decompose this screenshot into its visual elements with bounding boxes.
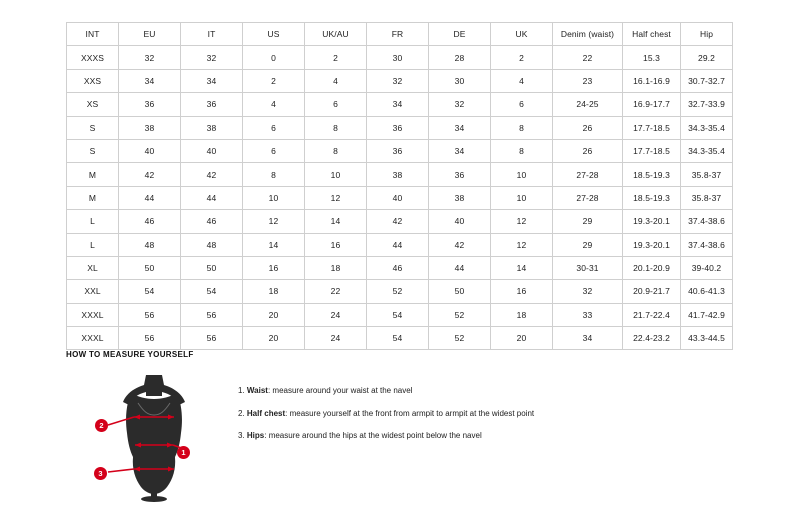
cell-us: 14 [243, 233, 305, 256]
cell-us: 4 [243, 93, 305, 116]
cell-hip: 37.4-38.6 [681, 233, 733, 256]
cell-hip: 35.8-37 [681, 163, 733, 186]
cell-int: XXS [67, 69, 119, 92]
cell-de: 44 [429, 256, 491, 279]
cell-int: L [67, 233, 119, 256]
cell-eu: 56 [119, 327, 181, 350]
instruction-number-1: 1. [238, 386, 245, 395]
cell-uk-au: 6 [305, 93, 367, 116]
table-row [67, 46, 733, 69]
cell-denim-waist: 27-28 [553, 163, 623, 186]
table-body [67, 46, 733, 350]
column-header-uk: UK [491, 23, 553, 46]
cell-de: 32 [429, 93, 491, 116]
how-to-measure-body [66, 373, 746, 503]
cell-fr: 36 [367, 116, 429, 139]
cell-half-chest: 21.7-22.4 [623, 303, 681, 326]
cell-fr: 54 [367, 327, 429, 350]
cell-us: 2 [243, 69, 305, 92]
cell-denim-waist: 29 [553, 233, 623, 256]
cell-de: 50 [429, 280, 491, 303]
cell-uk-au: 24 [305, 327, 367, 350]
cell-eu: 54 [119, 280, 181, 303]
cell-fr: 46 [367, 256, 429, 279]
cell-uk: 20 [491, 327, 553, 350]
cell-hip: 40.6-41.3 [681, 280, 733, 303]
cell-hip: 43.3-44.5 [681, 327, 733, 350]
cell-uk: 6 [491, 93, 553, 116]
cell-fr: 32 [367, 69, 429, 92]
cell-fr: 34 [367, 93, 429, 116]
list-item [238, 386, 534, 396]
table-row [67, 256, 733, 279]
cell-uk: 18 [491, 303, 553, 326]
cell-us: 10 [243, 186, 305, 209]
instruction-number-2: 2. [238, 408, 245, 418]
cell-uk: 14 [491, 256, 553, 279]
table-row [67, 139, 733, 162]
table-row [67, 210, 733, 233]
cell-uk-au: 14 [305, 210, 367, 233]
instruction-text-hips: : measure around the hips at the widest point below the navel [264, 431, 482, 441]
instruction-term-hips: Hips [246, 431, 265, 441]
cell-int: M [67, 163, 119, 186]
cell-hip: 35.8-37 [681, 186, 733, 209]
column-header-us: US [243, 23, 305, 46]
figure-marker-3: 3 [94, 467, 107, 480]
cell-uk: 10 [491, 163, 553, 186]
cell-half-chest: 16.9-17.7 [623, 93, 681, 116]
cell-uk-au: 16 [305, 233, 367, 256]
list-item [238, 431, 534, 441]
instruction-text-half-chest: : measure yourself at the front from armpit to armpit at the widest point [285, 408, 535, 418]
cell-us: 18 [243, 280, 305, 303]
column-header-fr: FR [367, 23, 429, 46]
cell-eu: 42 [119, 163, 181, 186]
cell-it: 56 [181, 303, 243, 326]
cell-half-chest: 22.4-23.2 [623, 327, 681, 350]
cell-uk-au: 4 [305, 69, 367, 92]
cell-half-chest: 18.5-19.3 [623, 163, 681, 186]
instruction-number-3: 3. [238, 431, 245, 441]
cell-fr: 54 [367, 303, 429, 326]
cell-eu: 38 [119, 116, 181, 139]
table-row [67, 233, 733, 256]
cell-it: 34 [181, 69, 243, 92]
cell-uk-au: 12 [305, 186, 367, 209]
how-to-measure-title: HOW TO MEASURE YOURSELF [66, 350, 194, 359]
cell-int: XXL [67, 280, 119, 303]
cell-de: 38 [429, 186, 491, 209]
cell-it: 44 [181, 186, 243, 209]
cell-it: 42 [181, 163, 243, 186]
cell-hip: 29.2 [681, 46, 733, 69]
cell-uk-au: 18 [305, 256, 367, 279]
cell-us: 0 [243, 46, 305, 69]
cell-uk-au: 24 [305, 303, 367, 326]
cell-denim-waist: 26 [553, 139, 623, 162]
cell-fr: 40 [367, 186, 429, 209]
cell-it: 48 [181, 233, 243, 256]
cell-half-chest: 17.7-18.5 [623, 139, 681, 162]
cell-hip: 37.4-38.6 [681, 210, 733, 233]
table-row [67, 116, 733, 139]
cell-int: L [67, 210, 119, 233]
cell-us: 20 [243, 303, 305, 326]
measurement-figure [66, 373, 216, 503]
list-item [238, 409, 534, 419]
cell-eu: 46 [119, 210, 181, 233]
cell-hip: 41.7-42.9 [681, 303, 733, 326]
cell-de: 36 [429, 163, 491, 186]
cell-denim-waist: 27-28 [553, 186, 623, 209]
cell-uk: 12 [491, 233, 553, 256]
table-row [67, 163, 733, 186]
size-chart [66, 22, 732, 350]
figure-marker-1: 1 [177, 446, 190, 459]
cell-half-chest: 20.1-20.9 [623, 256, 681, 279]
column-header-hip: Hip [681, 23, 733, 46]
cell-de: 42 [429, 233, 491, 256]
cell-it: 54 [181, 280, 243, 303]
cell-uk-au: 22 [305, 280, 367, 303]
cell-it: 40 [181, 139, 243, 162]
cell-it: 56 [181, 327, 243, 350]
mannequin-icon [94, 373, 214, 503]
table-header-row [67, 23, 733, 46]
cell-us: 6 [243, 116, 305, 139]
cell-denim-waist: 24-25 [553, 93, 623, 116]
cell-hip: 32.7-33.9 [681, 93, 733, 116]
cell-denim-waist: 33 [553, 303, 623, 326]
figure-marker-2: 2 [95, 419, 108, 432]
column-header-denim-waist: Denim (waist) [553, 23, 623, 46]
cell-eu: 34 [119, 69, 181, 92]
cell-denim-waist: 22 [553, 46, 623, 69]
table-row [67, 327, 733, 350]
cell-uk-au: 8 [305, 139, 367, 162]
column-header-half-chest: Half chest [623, 23, 681, 46]
cell-uk: 8 [491, 116, 553, 139]
column-header-eu: EU [119, 23, 181, 46]
table-row [67, 69, 733, 92]
how-to-measure-section [66, 350, 746, 503]
cell-denim-waist: 23 [553, 69, 623, 92]
cell-de: 40 [429, 210, 491, 233]
cell-denim-waist: 30-31 [553, 256, 623, 279]
table-row [67, 186, 733, 209]
cell-hip: 34.3-35.4 [681, 139, 733, 162]
cell-uk: 8 [491, 139, 553, 162]
cell-half-chest: 19.3-20.1 [623, 210, 681, 233]
table-header [67, 23, 733, 46]
cell-uk: 4 [491, 69, 553, 92]
cell-de: 52 [429, 327, 491, 350]
cell-eu: 56 [119, 303, 181, 326]
column-header-de: DE [429, 23, 491, 46]
cell-hip: 30.7-32.7 [681, 69, 733, 92]
cell-fr: 52 [367, 280, 429, 303]
cell-eu: 36 [119, 93, 181, 116]
cell-it: 36 [181, 93, 243, 116]
cell-it: 38 [181, 116, 243, 139]
cell-int: XXXS [67, 46, 119, 69]
cell-eu: 50 [119, 256, 181, 279]
cell-it: 32 [181, 46, 243, 69]
cell-de: 28 [429, 46, 491, 69]
cell-us: 20 [243, 327, 305, 350]
cell-us: 16 [243, 256, 305, 279]
cell-it: 46 [181, 210, 243, 233]
cell-uk: 16 [491, 280, 553, 303]
cell-fr: 44 [367, 233, 429, 256]
instruction-text-waist: : measure around your waist at the navel [267, 386, 413, 395]
cell-uk: 12 [491, 210, 553, 233]
cell-fr: 42 [367, 210, 429, 233]
cell-half-chest: 20.9-21.7 [623, 280, 681, 303]
instruction-term-half-chest: Half chest [246, 408, 286, 418]
instruction-term-waist: Waist [246, 386, 268, 395]
cell-half-chest: 15.3 [623, 46, 681, 69]
column-header-int: INT [67, 23, 119, 46]
cell-de: 34 [429, 116, 491, 139]
measure-instructions-list [238, 386, 534, 454]
cell-fr: 38 [367, 163, 429, 186]
cell-us: 6 [243, 139, 305, 162]
cell-us: 12 [243, 210, 305, 233]
cell-int: M [67, 186, 119, 209]
table-row [67, 93, 733, 116]
table-row [67, 303, 733, 326]
cell-fr: 30 [367, 46, 429, 69]
cell-half-chest: 16.1-16.9 [623, 69, 681, 92]
cell-fr: 36 [367, 139, 429, 162]
cell-uk: 2 [491, 46, 553, 69]
cell-denim-waist: 32 [553, 280, 623, 303]
cell-half-chest: 19.3-20.1 [623, 233, 681, 256]
cell-uk-au: 2 [305, 46, 367, 69]
cell-hip: 34.3-35.4 [681, 116, 733, 139]
cell-int: S [67, 139, 119, 162]
cell-int: XS [67, 93, 119, 116]
cell-hip: 39-40.2 [681, 256, 733, 279]
cell-denim-waist: 29 [553, 210, 623, 233]
table-row [67, 280, 733, 303]
size-table [66, 22, 733, 350]
cell-eu: 32 [119, 46, 181, 69]
cell-half-chest: 17.7-18.5 [623, 116, 681, 139]
cell-eu: 40 [119, 139, 181, 162]
cell-de: 52 [429, 303, 491, 326]
cell-half-chest: 18.5-19.3 [623, 186, 681, 209]
cell-int: XXXL [67, 303, 119, 326]
column-header-it: IT [181, 23, 243, 46]
cell-uk-au: 8 [305, 116, 367, 139]
cell-int: XXXL [67, 327, 119, 350]
cell-de: 34 [429, 139, 491, 162]
cell-eu: 44 [119, 186, 181, 209]
cell-us: 8 [243, 163, 305, 186]
cell-uk: 10 [491, 186, 553, 209]
column-header-uk-au: UK/AU [305, 23, 367, 46]
cell-it: 50 [181, 256, 243, 279]
cell-denim-waist: 26 [553, 116, 623, 139]
cell-uk-au: 10 [305, 163, 367, 186]
cell-eu: 48 [119, 233, 181, 256]
cell-int: S [67, 116, 119, 139]
cell-denim-waist: 34 [553, 327, 623, 350]
cell-de: 30 [429, 69, 491, 92]
cell-int: XL [67, 256, 119, 279]
